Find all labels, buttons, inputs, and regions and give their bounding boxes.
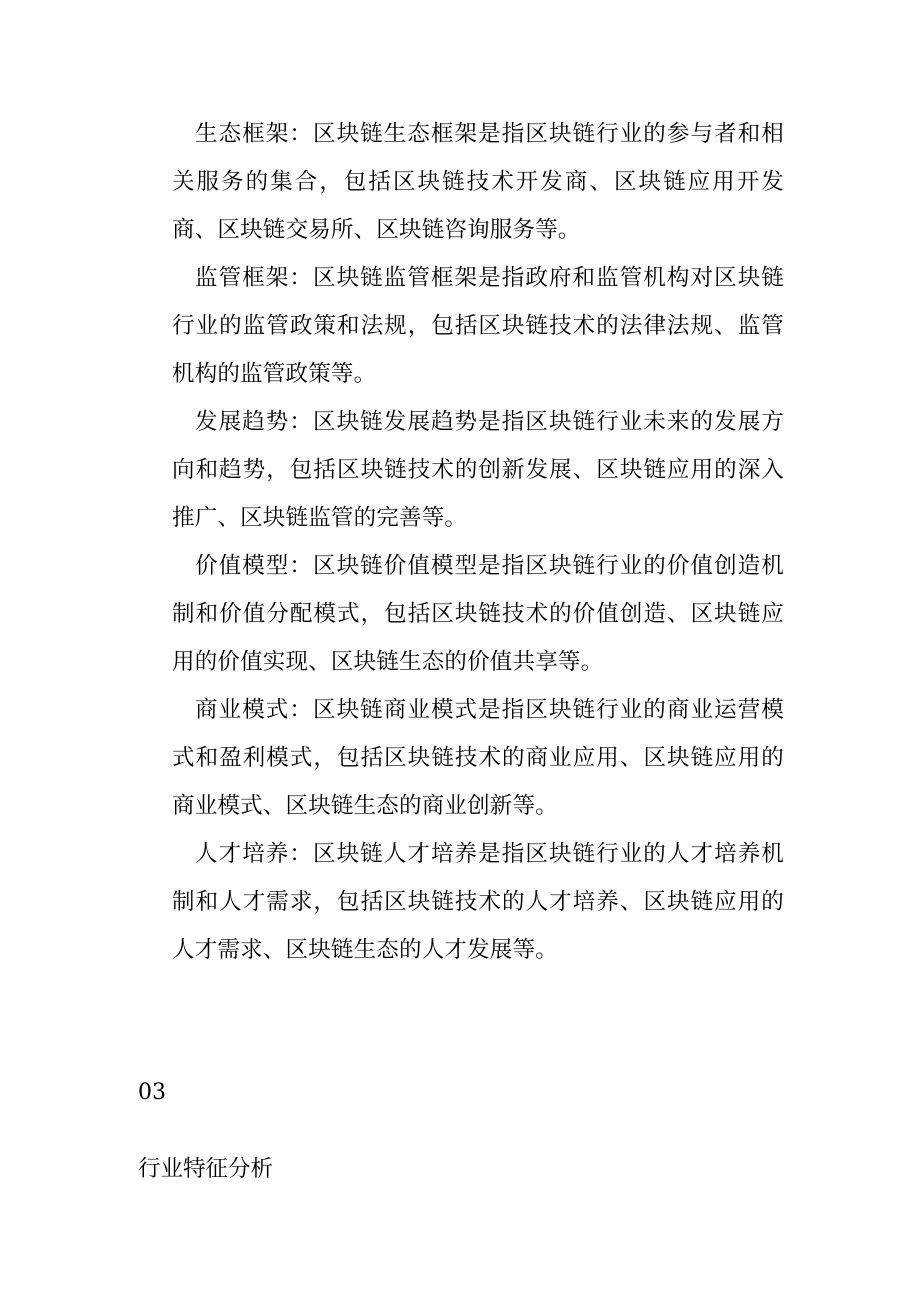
paragraph-business-model: 商业模式：区块链商业模式是指区块链行业的商业运营模式和盈利模式，包括区块链技术的商业应用、区块链应用的商业模式、区块链生态的商业创新等。	[172, 697, 784, 819]
section-title: 行业特征分析	[138, 1156, 274, 1182]
paragraph-regulatory-framework: 监管框架：区块链监管框架是指政府和监管机构对区块链行业的监管政策和法规，包括区块链技术的法律法规、监管机构的监管政策等。	[172, 265, 784, 387]
body-content	[172, 110, 784, 974]
paragraph-talent-cultivation: 人才培养：区块链人才培养是指区块链行业的人才培养机制和人才需求，包括区块链技术的人才培养、区块链应用的人才需求、区块链生态的人才发展等。	[172, 841, 784, 963]
paragraph-value-model: 价值模型：区块链价值模型是指区块链行业的价值创造机制和价值分配模式，包括区块链技术的价值创造、区块链应用的价值实现、区块链生态的价值共享等。	[172, 553, 784, 675]
paragraph-development-trends: 发展趋势：区块链发展趋势是指区块链行业未来的发展方向和趋势，包括区块链技术的创新发展、区块链应用的深入推广、区块链监管的完善等。	[172, 409, 784, 531]
paragraph-ecosystem-framework: 生态框架：区块链生态框架是指区块链行业的参与者和相关服务的集合，包括区块链技术开发商、区块链应用开发商、区块链交易所、区块链咨询服务等。	[172, 121, 784, 243]
section-number: 03	[138, 1080, 166, 1105]
